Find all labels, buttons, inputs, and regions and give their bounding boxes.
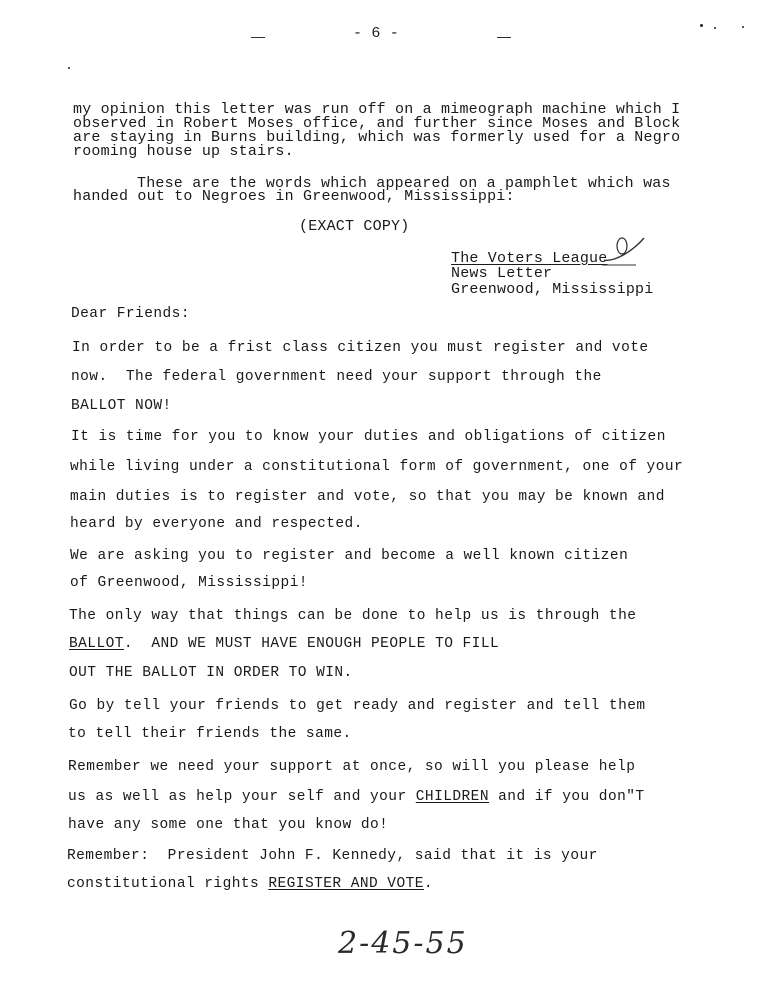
body-line: In order to be a frist class citizen you must register and vote: [72, 340, 649, 356]
body-line: OUT THE BALLOT IN ORDER TO WIN.: [69, 665, 353, 681]
children-underlined: CHILDREN: [415, 789, 489, 805]
body-line: to tell their friends the same.: [68, 726, 352, 742]
page-number: - 6 -: [353, 25, 400, 42]
body-line: Remember: President John F. Kennedy, said that it is your: [67, 848, 598, 864]
body-line: Remember we need your support at once, so will you please help: [68, 759, 636, 775]
intro-line: are staying in Burns building, which was formerly used for a Negro: [73, 129, 681, 146]
body-line-text: . AND WE MUST HAVE ENOUGH PEOPLE TO FILL: [123, 636, 500, 652]
scan-speck: [742, 26, 744, 28]
letterhead-newsletter: News Letter: [451, 265, 553, 282]
body-line: of Greenwood, Mississippi!: [70, 575, 308, 591]
body-line: [67, 876, 433, 892]
register-and-vote-underlined: REGISTER AND VOTE: [268, 876, 424, 892]
intro-line: observed in Robert Moses office, and further since Moses and Block: [73, 115, 681, 132]
body-line: main duties is to register and vote, so that you may be known and: [70, 489, 665, 505]
header-dash-right: [497, 37, 511, 38]
handwritten-check-mark: [598, 232, 658, 268]
intro-line: rooming house up stairs.: [73, 143, 294, 160]
body-line: Go by tell your friends to get ready and register and tell them: [69, 698, 646, 714]
body-line: now. The federal government need your support through the: [71, 369, 602, 385]
pamphlet-intro-line: handed out to Negroes in Greenwood, Mississippi:: [73, 188, 515, 205]
body-line: It is time for you to know your duties and obligations of citizen: [71, 429, 666, 445]
scan-speck: [714, 27, 716, 29]
salutation: Dear Friends:: [71, 306, 190, 322]
body-line: heard by everyone and respected.: [70, 516, 363, 532]
intro-line: my opinion this letter was run off on a mimeograph machine which I: [73, 101, 681, 118]
scan-speck: [700, 24, 703, 27]
ballot-underlined: BALLOT: [69, 636, 124, 652]
body-line: We are asking you to register and become a well known citizen: [70, 548, 629, 564]
letterhead-city: Greenwood, Mississippi: [451, 281, 654, 298]
pamphlet-intro-line: These are the words which appeared on a pamphlet which was: [137, 175, 671, 192]
body-line: have any some one that you know do!: [68, 817, 389, 833]
body-line-text: and if you don"T: [488, 789, 645, 805]
exact-copy-label: (EXACT COPY): [299, 218, 410, 235]
body-line-text: constitutional rights: [67, 876, 269, 892]
handwritten-file-number: 2-45-55: [338, 926, 468, 961]
body-line: [68, 789, 645, 805]
letterhead-org: The Voters League: [451, 250, 608, 267]
header-dash-left: [251, 37, 265, 38]
body-line-text: us as well as help your self and your: [68, 789, 416, 805]
body-line: The only way that things can be done to help us is through the: [69, 608, 637, 624]
body-line-text: .: [423, 876, 434, 892]
body-line: while living under a constitutional form of government, one of your: [70, 459, 684, 475]
body-line: BALLOT NOW!: [71, 398, 172, 414]
body-line: [69, 636, 499, 652]
scan-speck: [68, 67, 70, 69]
